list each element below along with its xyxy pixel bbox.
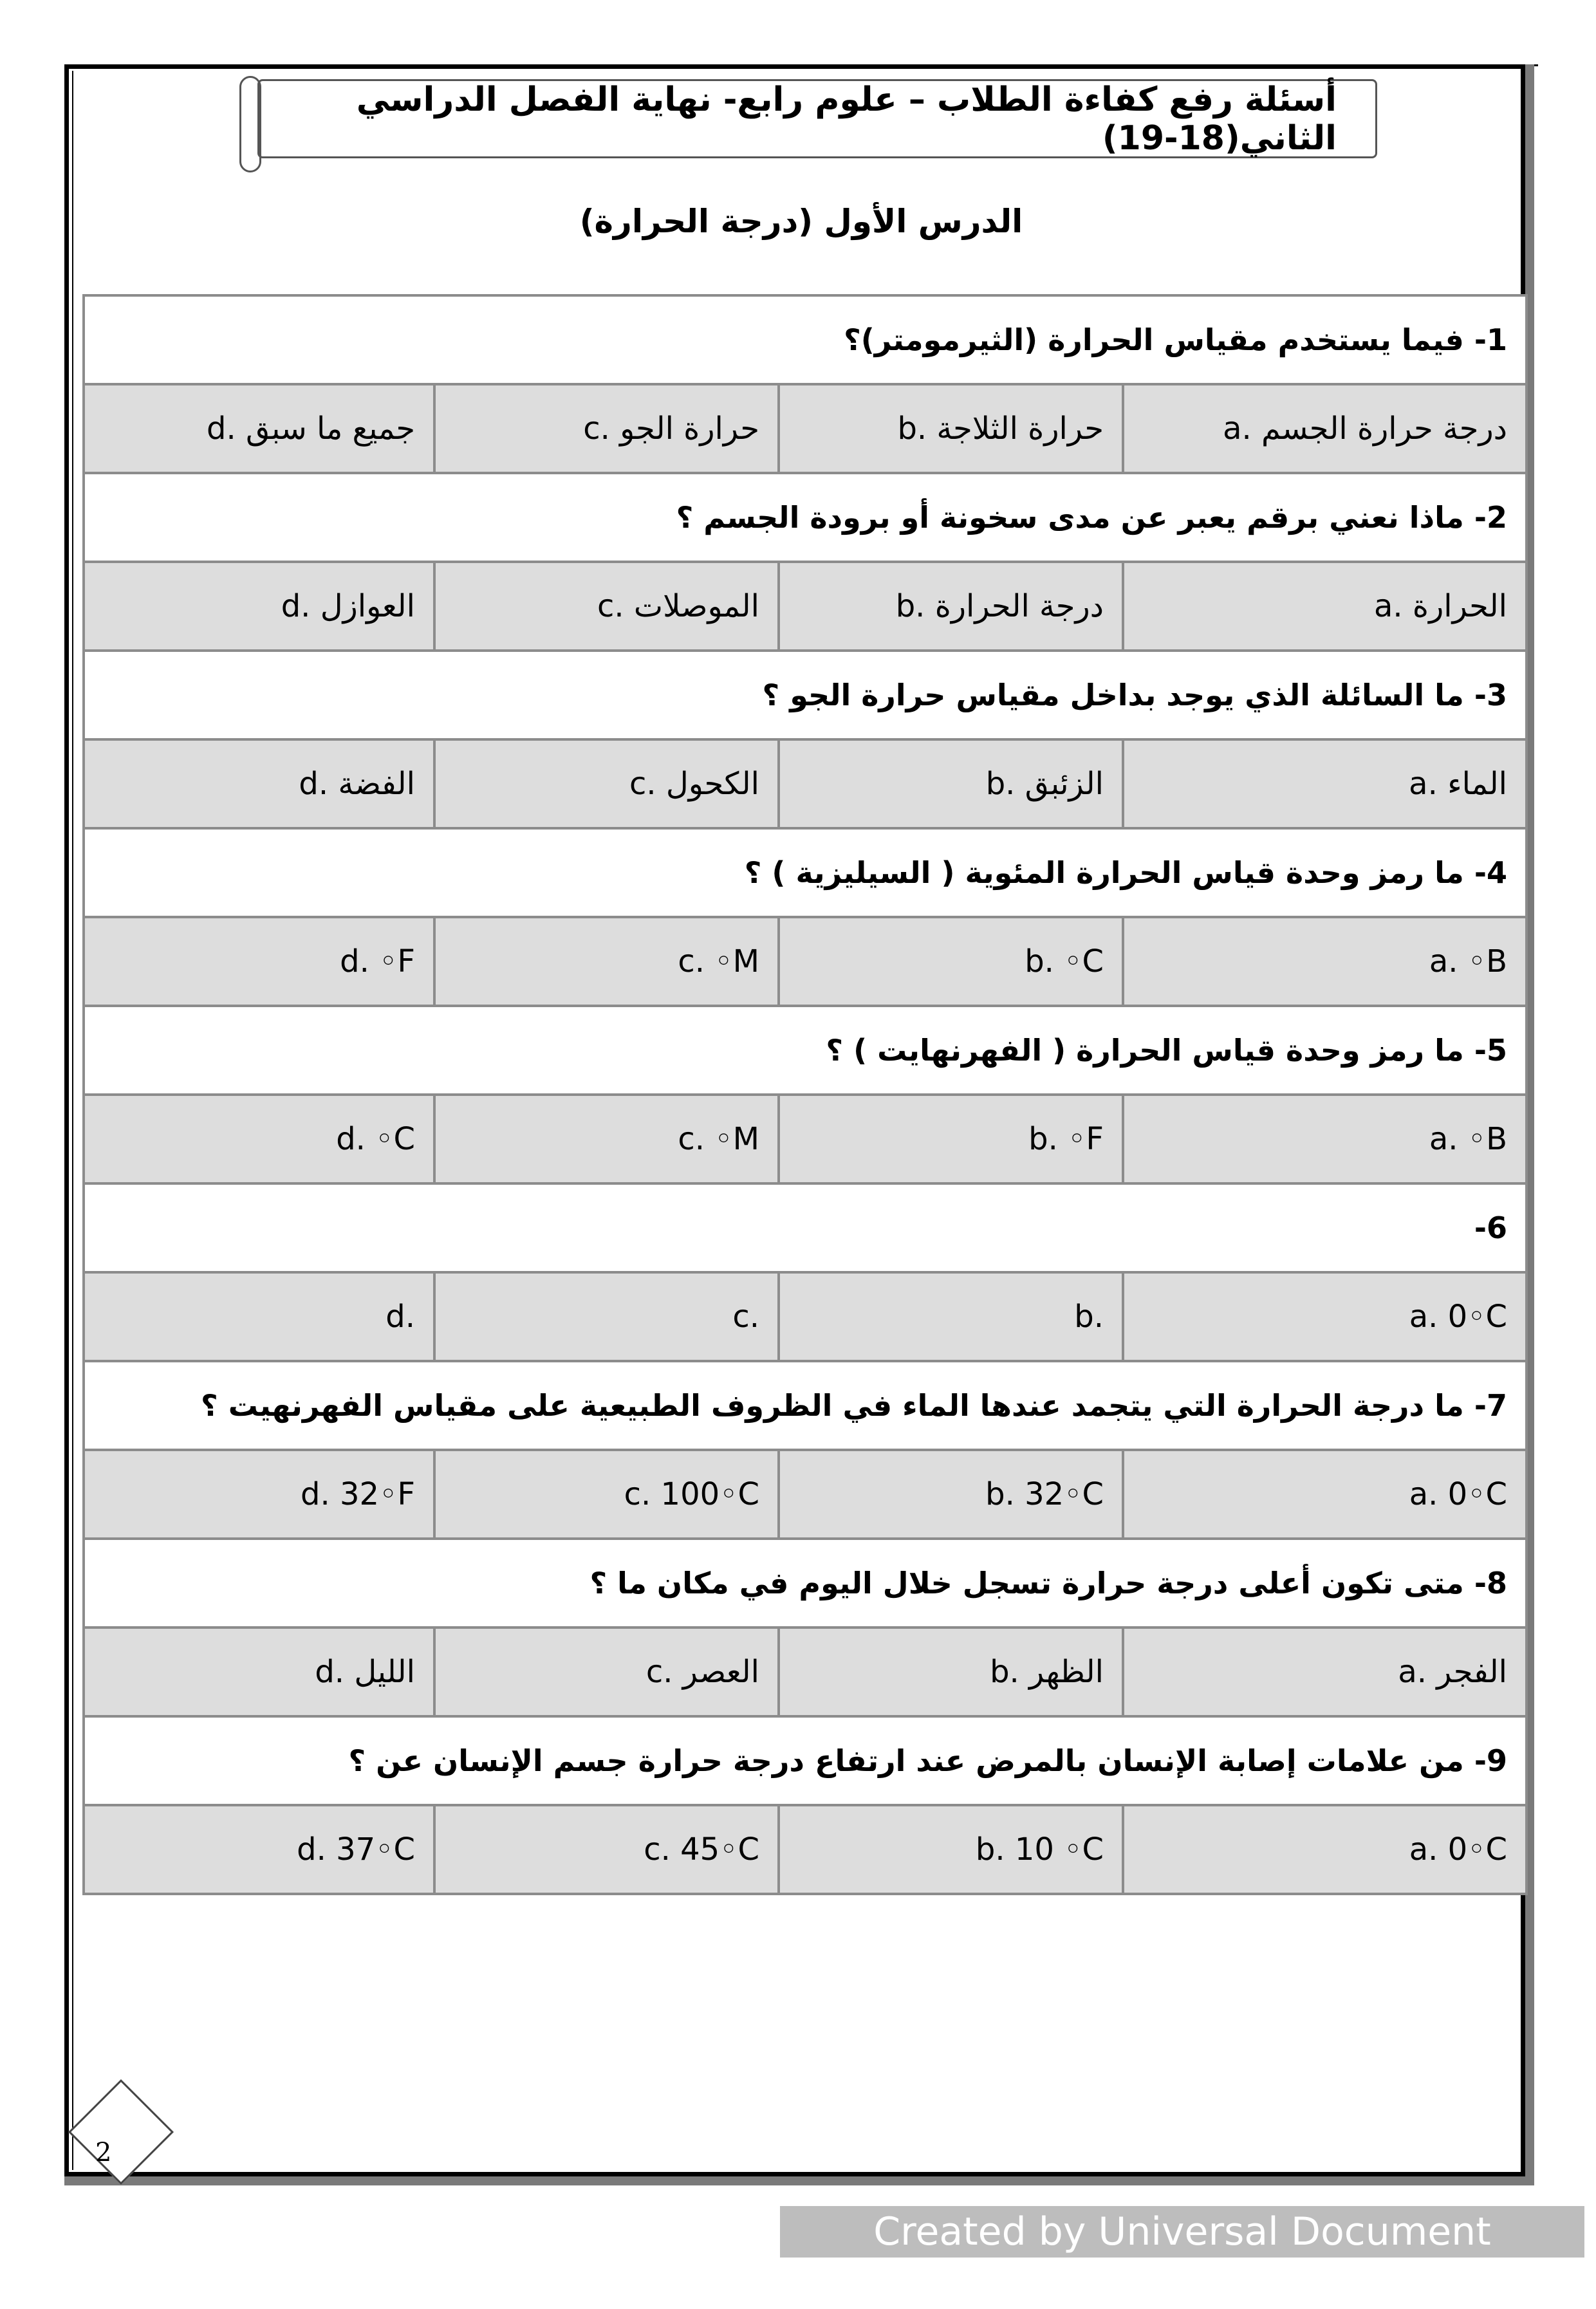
option-b[interactable]: b. الظهر [779, 1627, 1123, 1716]
option-d[interactable]: d. ◦F [84, 917, 434, 1006]
option-d[interactable]: d. ◦C [84, 1095, 434, 1183]
option-d[interactable]: d. [84, 1272, 434, 1361]
option-c[interactable]: c. الكحول [434, 739, 779, 828]
option-c[interactable]: c. حرارة الجو [434, 384, 779, 473]
option-a[interactable]: a. الماء [1123, 739, 1526, 828]
option-a[interactable]: a. الفجر [1123, 1627, 1526, 1716]
frame-inner-line [72, 71, 73, 2170]
option-d[interactable]: d. 37◦C [84, 1805, 434, 1894]
options-row [84, 384, 1526, 473]
option-b[interactable]: b. ◦F [779, 1095, 1123, 1183]
options-row [84, 1272, 1526, 1361]
option-c[interactable]: c. الموصلات [434, 562, 779, 651]
question-row [84, 1716, 1526, 1805]
question-row [84, 1183, 1526, 1272]
option-d[interactable]: d. العوازل [84, 562, 434, 651]
options-row [84, 562, 1526, 651]
option-b[interactable]: b. [779, 1272, 1123, 1361]
option-d[interactable]: d. 32◦F [84, 1450, 434, 1539]
options-row [84, 917, 1526, 1006]
question-text: 4- ما رمز وحدة قياس الحرارة المئوية ( السيليزية ) ؟ [84, 828, 1526, 917]
question-text: 8- متى تكون أعلى درجة حرارة تسجل خلال اليوم في مكان ما ؟ [84, 1539, 1526, 1627]
page-number: 2 [95, 2138, 112, 2167]
option-c[interactable]: c. [434, 1272, 779, 1361]
option-a[interactable]: a. 0◦C [1123, 1450, 1526, 1539]
option-a[interactable]: a. الحرارة [1123, 562, 1526, 651]
question-text: 9- من علامات إصابة الإنسان بالمرض عند ارتفاع درجة حرارة جسم الإنسان عن ؟ [84, 1716, 1526, 1805]
watermark: Created by Universal Document Converter [780, 2206, 1584, 2258]
question-text: 5- ما رمز وحدة قياس الحرارة ( الفهرنهايت ) ؟ [84, 1006, 1526, 1095]
page-title: أسئلة رفع كفاءة الطلاب – علوم رابع- نهاية الفصل الدراسي الثاني(18-19) [257, 79, 1377, 158]
question-row [84, 1539, 1526, 1627]
option-a[interactable]: a. ◦B [1123, 1095, 1526, 1183]
question-text: 3- ما السائلة الذي يوجد بداخل مقياس حرارة الجو ؟ [84, 651, 1526, 739]
option-a[interactable]: a. ◦B [1123, 917, 1526, 1006]
option-b[interactable]: b. 10 ◦C [779, 1805, 1123, 1894]
question-text: 2- ماذا نعني برقم يعبر عن مدى سخونة أو برودة الجسم ؟ [84, 473, 1526, 562]
option-b[interactable]: b. درجة الحرارة [779, 562, 1123, 651]
options-row [84, 1627, 1526, 1716]
option-a[interactable]: a. درجة حرارة الجسم [1123, 384, 1526, 473]
option-b[interactable]: b. الزئبق [779, 739, 1123, 828]
option-c[interactable]: c. ◦M [434, 1095, 779, 1183]
options-row [84, 739, 1526, 828]
option-b[interactable]: b. حرارة الثلاجة [779, 384, 1123, 473]
question-row [84, 1006, 1526, 1095]
question-row [84, 651, 1526, 739]
question-row [84, 295, 1526, 384]
question-text: 7- ما درجة الحرارة التي يتجمد عندها الماء في الظروف الطبيعية على مقياس الفهرنهيت ؟ [84, 1361, 1526, 1450]
option-c[interactable]: c. 100◦C [434, 1450, 779, 1539]
lesson-title: الدرس الأول (درجة الحرارة) [579, 203, 1023, 240]
quiz-table [82, 294, 1528, 1895]
option-d[interactable]: d. الفضة [84, 739, 434, 828]
options-row [84, 1805, 1526, 1894]
question-text: 6- [84, 1183, 1526, 1272]
option-d[interactable]: d. جميع ما سبق [84, 384, 434, 473]
option-b[interactable]: b. 32◦C [779, 1450, 1123, 1539]
question-text: 1- فيما يستخدم مقياس الحرارة (الثيرمومتر)؟ [84, 295, 1526, 384]
options-row [84, 1095, 1526, 1183]
option-c[interactable]: c. العصر [434, 1627, 779, 1716]
option-c[interactable]: c. 45◦C [434, 1805, 779, 1894]
question-row [84, 473, 1526, 562]
options-row [84, 1450, 1526, 1539]
option-a[interactable]: a. 0◦C [1123, 1272, 1526, 1361]
option-a[interactable]: a. 0◦C [1123, 1805, 1526, 1894]
question-row [84, 828, 1526, 917]
option-b[interactable]: b. ◦C [779, 917, 1123, 1006]
question-row [84, 1361, 1526, 1450]
option-d[interactable]: d. الليل [84, 1627, 434, 1716]
option-c[interactable]: c. ◦M [434, 917, 779, 1006]
